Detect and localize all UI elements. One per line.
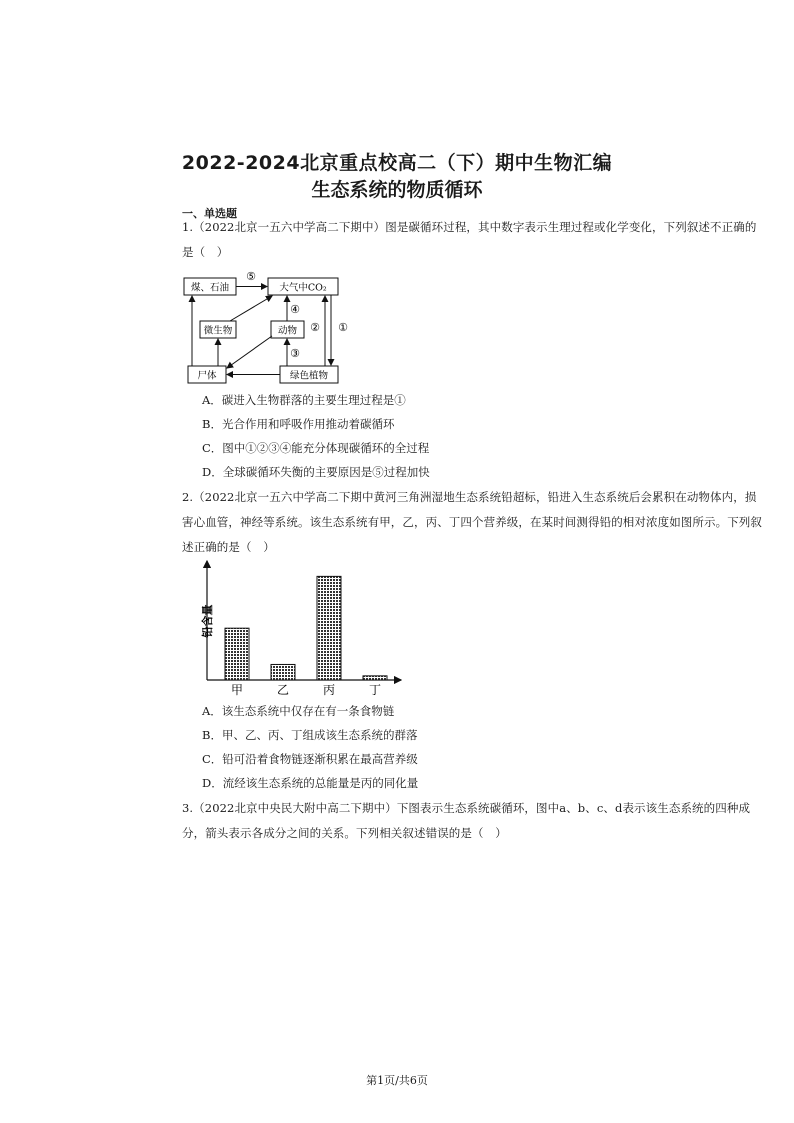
question-2-option-c: C．铅可沿着食物链逐渐积累在最高营养级 bbox=[202, 752, 418, 766]
node-plant-label: 绿色植物 bbox=[289, 370, 329, 382]
question-1-option-d: D．全球碳循环失衡的主要原因是⑤过程加快 bbox=[202, 465, 430, 479]
category-label-4: 丁 bbox=[368, 683, 382, 697]
question-1-text: 1.（2022北京一五六中学高二下期中）图是碳循环过程，其中数字表示生理过程或化学变化，下列叙述不正确的是（ ） bbox=[182, 220, 757, 259]
node-atmosphere-label: 大气中CO₂ bbox=[279, 282, 327, 294]
question-1-option-c: C．图中①②③④能充分体现碳循环的全过程 bbox=[202, 441, 430, 455]
node-coal-label: 煤、石油 bbox=[190, 282, 230, 294]
chart-y-label: 铅含量 bbox=[201, 604, 214, 638]
bar-1 bbox=[225, 628, 249, 680]
bar-2 bbox=[271, 664, 295, 680]
document-title: 2022-2024北京重点校高二（下）期中生物汇编 bbox=[181, 152, 613, 174]
node-animal-label: 动物 bbox=[277, 325, 298, 337]
bar-3 bbox=[317, 576, 341, 680]
question-1-option-b: B．光合作用和呼吸作用推动着碳循环 bbox=[202, 417, 395, 431]
question-3-text: 3.（2022北京中央民大附中高二下期中）下图表示生态系统碳循环，图中a、b、c、d表示该生态系统的四种成分，箭头表示各成分之间的关系。下列相关叙述错误的是（ ） bbox=[182, 801, 751, 840]
question-2-option-d: D．流经该生态系统的总能量是丙的同化量 bbox=[202, 776, 419, 790]
label-process-4: ④ bbox=[290, 303, 300, 316]
category-label-2: 乙 bbox=[276, 683, 290, 697]
section-heading: 一、单选题 bbox=[182, 207, 237, 220]
document-subtitle: 生态系统的物质循环 bbox=[311, 179, 483, 201]
lead-concentration-chart bbox=[195, 558, 415, 698]
chart-bars bbox=[225, 576, 387, 680]
node-microbe-label: 微生物 bbox=[203, 325, 233, 337]
arrow-animal-to-corpse bbox=[227, 336, 272, 368]
label-process-5: ⑤ bbox=[246, 270, 256, 283]
question-2-option-a: A．该生态系统中仅存在有一条食物链 bbox=[202, 704, 395, 718]
carbon-cycle-diagram bbox=[180, 268, 355, 388]
label-process-3: ③ bbox=[290, 347, 300, 360]
category-label-1: 甲 bbox=[230, 683, 244, 697]
category-label-3: 丙 bbox=[322, 683, 336, 697]
label-process-2: ② bbox=[310, 321, 320, 334]
page-footer: 第1页/共6页 bbox=[366, 1074, 428, 1087]
chart-category-labels bbox=[231, 683, 381, 697]
question-2-text: 2.（2022北京一五六中学高二下期中黄河三角洲湿地生态系统铅超标，铅进入生态系统后会累积在动物体内，损害心血管，神经等系统。该生态系统有甲，乙，丙、丁四个营养级，在某时间测得铅的相对浓度如图所示。下列叙述正确的是（ ） bbox=[182, 490, 762, 554]
node-corpse-label: 尸体 bbox=[197, 370, 217, 382]
bar-4 bbox=[363, 676, 387, 680]
label-process-1: ① bbox=[338, 321, 348, 334]
arrow-microbe-to-atmosphere bbox=[230, 296, 272, 321]
question-1-option-a: A．碳进入生物群落的主要生理过程是① bbox=[202, 393, 406, 407]
question-2-option-b: B．甲、乙、丙、丁组成该生态系统的群落 bbox=[202, 728, 418, 742]
